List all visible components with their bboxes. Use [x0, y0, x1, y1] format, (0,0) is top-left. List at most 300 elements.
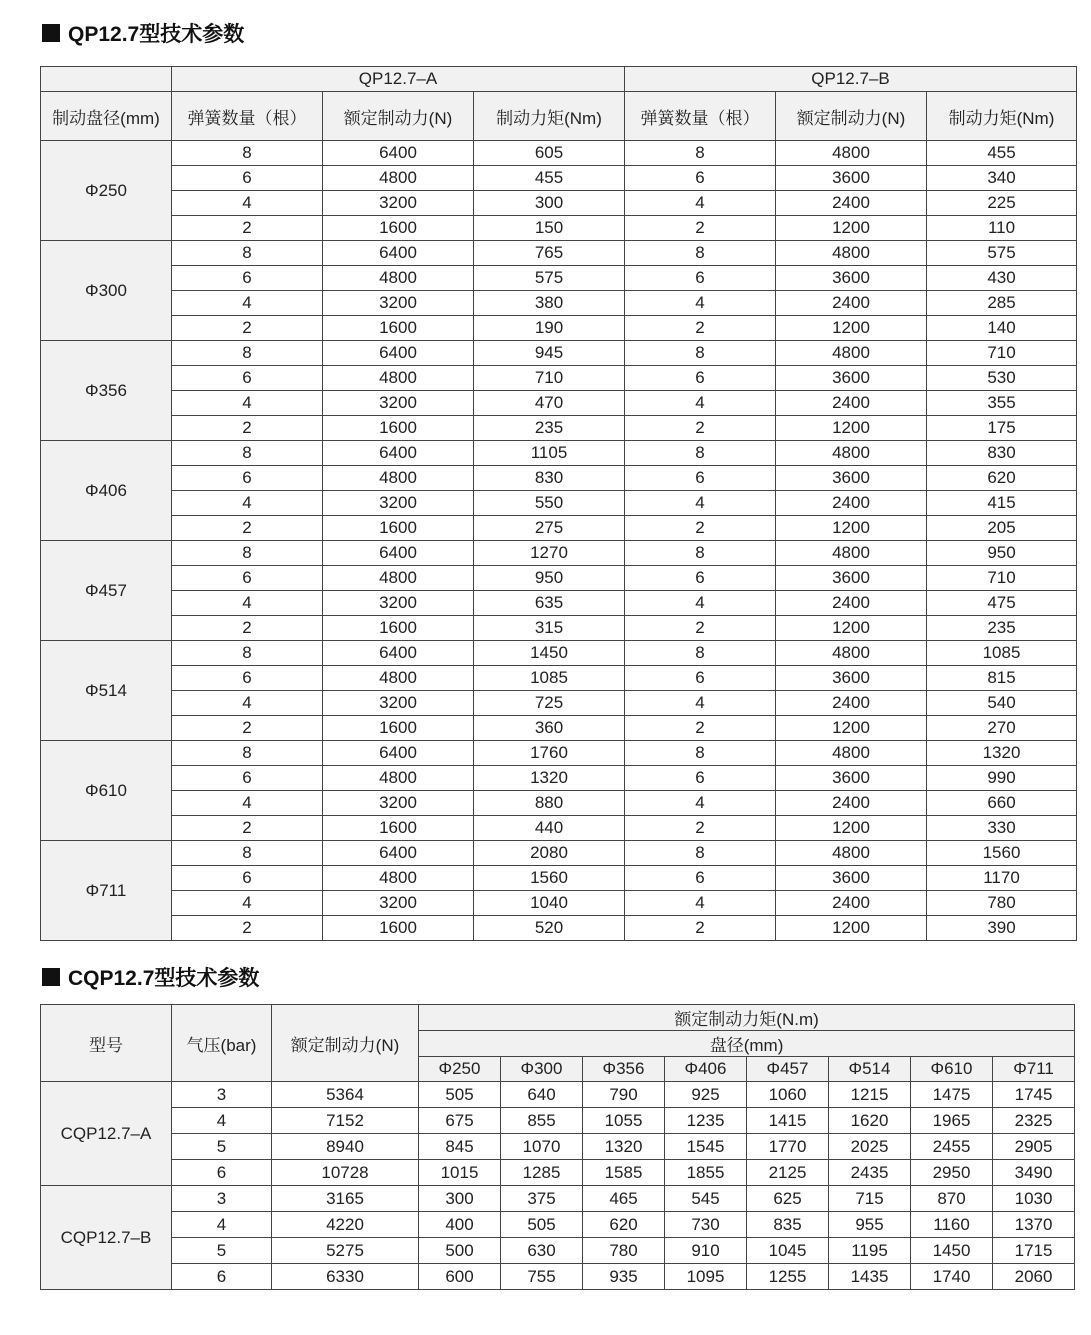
value-cell: 4: [625, 291, 776, 316]
header-disc-diameter: 盘径(mm): [419, 1031, 1075, 1057]
value-cell: 945: [474, 341, 625, 366]
value-cell: 2950: [911, 1160, 993, 1186]
value-cell: 2: [625, 716, 776, 741]
value-cell: 530: [927, 366, 1077, 391]
value-cell: 390: [927, 916, 1077, 941]
value-cell: 540: [927, 691, 1077, 716]
value-cell: 765: [474, 241, 625, 266]
value-cell: 6: [172, 866, 323, 891]
diameter-cell: Φ356: [41, 341, 172, 441]
value-cell: 1600: [323, 716, 474, 741]
value-cell: 815: [927, 666, 1077, 691]
value-cell: 1045: [747, 1238, 829, 1264]
value-cell: 2400: [776, 191, 927, 216]
value-cell: 630: [501, 1238, 583, 1264]
value-cell: 4: [172, 491, 323, 516]
value-cell: 715: [829, 1186, 911, 1212]
table-row: [41, 1264, 1075, 1290]
value-cell: 470: [474, 391, 625, 416]
value-cell: 3165: [272, 1186, 419, 1212]
value-cell: 2: [172, 216, 323, 241]
section-title-text: QP12.7型技术参数: [68, 23, 245, 46]
value-cell: 1770: [747, 1134, 829, 1160]
value-cell: 1085: [474, 666, 625, 691]
table-row: [41, 891, 1077, 916]
value-cell: 640: [501, 1082, 583, 1108]
value-cell: 2: [625, 616, 776, 641]
value-cell: 2905: [993, 1134, 1075, 1160]
value-cell: 1600: [323, 316, 474, 341]
value-cell: 225: [927, 191, 1077, 216]
header-force-a: 额定制动力(N): [323, 92, 474, 141]
value-cell: 3600: [776, 166, 927, 191]
model-cell: CQP12.7–B: [41, 1186, 172, 1290]
value-cell: 1740: [911, 1264, 993, 1290]
section-title-qp127: [42, 18, 244, 48]
value-cell: 1040: [474, 891, 625, 916]
value-cell: 4800: [323, 566, 474, 591]
value-cell: 6400: [323, 841, 474, 866]
value-cell: 2: [625, 516, 776, 541]
header-torque-b: 制动力矩(Nm): [927, 92, 1077, 141]
value-cell: 880: [474, 791, 625, 816]
table-row: [41, 1186, 1075, 1212]
value-cell: 1560: [927, 841, 1077, 866]
value-cell: 4800: [776, 341, 927, 366]
value-cell: 575: [927, 241, 1077, 266]
header-pressure: 气压(bar): [172, 1005, 272, 1082]
value-cell: 755: [501, 1264, 583, 1290]
value-cell: 1195: [829, 1238, 911, 1264]
value-cell: 835: [747, 1212, 829, 1238]
value-cell: 8: [625, 541, 776, 566]
value-cell: 3200: [323, 591, 474, 616]
value-cell: 830: [927, 441, 1077, 466]
value-cell: 355: [927, 391, 1077, 416]
value-cell: 4800: [776, 441, 927, 466]
value-cell: 375: [501, 1186, 583, 1212]
value-cell: 855: [501, 1108, 583, 1134]
value-cell: 1435: [829, 1264, 911, 1290]
header-group-a: QP12.7–A: [172, 67, 625, 92]
value-cell: 505: [501, 1212, 583, 1238]
value-cell: 8: [172, 141, 323, 166]
table-row: [41, 1134, 1075, 1160]
value-cell: 400: [419, 1212, 501, 1238]
value-cell: 955: [829, 1212, 911, 1238]
value-cell: 2060: [993, 1264, 1075, 1290]
value-cell: 8: [625, 841, 776, 866]
value-cell: 2: [172, 316, 323, 341]
table-row: [41, 566, 1077, 591]
value-cell: 6400: [323, 341, 474, 366]
value-cell: 6: [625, 566, 776, 591]
header-diameter-value: Φ457: [747, 1057, 829, 1082]
value-cell: 1255: [747, 1264, 829, 1290]
value-cell: 725: [474, 691, 625, 716]
value-cell: 1585: [583, 1160, 665, 1186]
value-cell: 2400: [776, 891, 927, 916]
value-cell: 1600: [323, 916, 474, 941]
value-cell: 2325: [993, 1108, 1075, 1134]
value-cell: 4800: [323, 366, 474, 391]
value-cell: 2125: [747, 1160, 829, 1186]
value-cell: 330: [927, 816, 1077, 841]
value-cell: 625: [747, 1186, 829, 1212]
value-cell: 3600: [776, 666, 927, 691]
value-cell: 6: [172, 466, 323, 491]
value-cell: 4: [625, 391, 776, 416]
value-cell: 150: [474, 216, 625, 241]
value-cell: 440: [474, 816, 625, 841]
value-cell: 2400: [776, 291, 927, 316]
table-row: [41, 216, 1077, 241]
value-cell: 4: [625, 191, 776, 216]
value-cell: 1200: [776, 816, 927, 841]
value-cell: 3200: [323, 291, 474, 316]
value-cell: 6: [172, 166, 323, 191]
value-cell: 465: [583, 1186, 665, 1212]
value-cell: 950: [474, 566, 625, 591]
square-bullet-icon: [42, 24, 60, 42]
value-cell: 4: [625, 691, 776, 716]
value-cell: 8: [625, 141, 776, 166]
value-cell: 2400: [776, 691, 927, 716]
value-cell: 6: [172, 266, 323, 291]
value-cell: 430: [927, 266, 1077, 291]
value-cell: 550: [474, 491, 625, 516]
header-diameter-value: Φ406: [665, 1057, 747, 1082]
value-cell: 935: [583, 1264, 665, 1290]
table-row: [41, 491, 1077, 516]
value-cell: 4: [172, 391, 323, 416]
value-cell: 4: [172, 591, 323, 616]
value-cell: 235: [927, 616, 1077, 641]
header-diameter-value: Φ250: [419, 1057, 501, 1082]
value-cell: 10728: [272, 1160, 419, 1186]
value-cell: 1715: [993, 1238, 1075, 1264]
value-cell: 4: [172, 1108, 272, 1134]
value-cell: 950: [927, 541, 1077, 566]
value-cell: 4800: [776, 741, 927, 766]
table-row: [41, 466, 1077, 491]
value-cell: 3600: [776, 766, 927, 791]
value-cell: 1200: [776, 316, 927, 341]
table-row: [41, 591, 1077, 616]
table-row: [41, 1212, 1075, 1238]
value-cell: 5: [172, 1238, 272, 1264]
model-cell: CQP12.7–A: [41, 1082, 172, 1186]
diameter-cell: Φ457: [41, 541, 172, 641]
value-cell: 1545: [665, 1134, 747, 1160]
header-empty-cell: [41, 67, 172, 92]
value-cell: 1855: [665, 1160, 747, 1186]
value-cell: 710: [474, 366, 625, 391]
value-cell: 6: [172, 566, 323, 591]
value-cell: 3200: [323, 391, 474, 416]
value-cell: 4800: [323, 266, 474, 291]
value-cell: 475: [927, 591, 1077, 616]
value-cell: 2400: [776, 791, 927, 816]
value-cell: 3: [172, 1082, 272, 1108]
value-cell: 285: [927, 291, 1077, 316]
value-cell: 8: [625, 341, 776, 366]
value-cell: 3: [172, 1186, 272, 1212]
value-cell: 1600: [323, 416, 474, 441]
value-cell: 175: [927, 416, 1077, 441]
value-cell: 1200: [776, 216, 927, 241]
value-cell: 8: [625, 741, 776, 766]
value-cell: 3600: [776, 866, 927, 891]
value-cell: 6: [625, 466, 776, 491]
value-cell: 4800: [776, 141, 927, 166]
value-cell: 4: [172, 891, 323, 916]
table-row: [41, 541, 1077, 566]
table-row: [41, 416, 1077, 441]
diameter-cell: Φ514: [41, 641, 172, 741]
value-cell: 620: [927, 466, 1077, 491]
value-cell: 1745: [993, 1082, 1075, 1108]
value-cell: 2: [172, 616, 323, 641]
diameter-cell: Φ406: [41, 441, 172, 541]
value-cell: 1235: [665, 1108, 747, 1134]
value-cell: 4800: [776, 641, 927, 666]
value-cell: 4220: [272, 1212, 419, 1238]
header-diameter-value: Φ711: [993, 1057, 1075, 1082]
header-diameter: 制动盘径(mm): [41, 92, 172, 141]
value-cell: 520: [474, 916, 625, 941]
value-cell: 6: [172, 1160, 272, 1186]
value-cell: 6330: [272, 1264, 419, 1290]
value-cell: 3200: [323, 691, 474, 716]
value-cell: 4800: [323, 766, 474, 791]
value-cell: 2080: [474, 841, 625, 866]
value-cell: 190: [474, 316, 625, 341]
value-cell: 6: [625, 366, 776, 391]
value-cell: 5364: [272, 1082, 419, 1108]
value-cell: 4: [625, 791, 776, 816]
value-cell: 455: [927, 141, 1077, 166]
value-cell: 500: [419, 1238, 501, 1264]
value-cell: 235: [474, 416, 625, 441]
table-row: [41, 391, 1077, 416]
value-cell: 1760: [474, 741, 625, 766]
table-row: [41, 641, 1077, 666]
value-cell: 2: [172, 516, 323, 541]
qp127-spec-table: [40, 66, 1077, 941]
value-cell: 4: [172, 791, 323, 816]
value-cell: 4: [625, 891, 776, 916]
value-cell: 4: [625, 591, 776, 616]
value-cell: 870: [911, 1186, 993, 1212]
value-cell: 6400: [323, 441, 474, 466]
value-cell: 2455: [911, 1134, 993, 1160]
value-cell: 1200: [776, 716, 927, 741]
value-cell: 780: [583, 1238, 665, 1264]
cqp127-spec-table: [40, 1004, 1075, 1290]
value-cell: 1415: [747, 1108, 829, 1134]
diameter-cell: Φ610: [41, 741, 172, 841]
value-cell: 4800: [323, 166, 474, 191]
value-cell: 360: [474, 716, 625, 741]
value-cell: 2400: [776, 491, 927, 516]
section-title-cqp127: [42, 962, 259, 992]
header-force-b: 额定制动力(N): [776, 92, 927, 141]
table-row: [41, 1238, 1075, 1264]
value-cell: 8: [172, 641, 323, 666]
value-cell: 4: [172, 291, 323, 316]
value-cell: 1060: [747, 1082, 829, 1108]
value-cell: 1320: [583, 1134, 665, 1160]
table-row: [41, 516, 1077, 541]
value-cell: 6: [625, 866, 776, 891]
table-row: [41, 691, 1077, 716]
value-cell: 3600: [776, 466, 927, 491]
value-cell: 1965: [911, 1108, 993, 1134]
value-cell: 2025: [829, 1134, 911, 1160]
table-row: [41, 441, 1077, 466]
value-cell: 8: [625, 441, 776, 466]
value-cell: 2: [625, 216, 776, 241]
value-cell: 275: [474, 516, 625, 541]
value-cell: 710: [927, 566, 1077, 591]
value-cell: 1095: [665, 1264, 747, 1290]
value-cell: 1600: [323, 516, 474, 541]
value-cell: 1450: [474, 641, 625, 666]
value-cell: 6400: [323, 741, 474, 766]
value-cell: 1085: [927, 641, 1077, 666]
value-cell: 4: [172, 691, 323, 716]
value-cell: 1015: [419, 1160, 501, 1186]
value-cell: 1560: [474, 866, 625, 891]
value-cell: 2: [172, 816, 323, 841]
table-row: [41, 266, 1077, 291]
value-cell: 620: [583, 1212, 665, 1238]
table-row: [41, 291, 1077, 316]
value-cell: 1055: [583, 1108, 665, 1134]
table-row: [41, 166, 1077, 191]
value-cell: 8940: [272, 1134, 419, 1160]
value-cell: 675: [419, 1108, 501, 1134]
value-cell: 205: [927, 516, 1077, 541]
value-cell: 1105: [474, 441, 625, 466]
table-row: [41, 766, 1077, 791]
value-cell: 2: [172, 416, 323, 441]
value-cell: 6: [172, 366, 323, 391]
value-cell: 2: [625, 316, 776, 341]
value-cell: 4800: [323, 666, 474, 691]
value-cell: 6: [172, 1264, 272, 1290]
value-cell: 780: [927, 891, 1077, 916]
value-cell: 1600: [323, 616, 474, 641]
value-cell: 2400: [776, 391, 927, 416]
value-cell: 300: [419, 1186, 501, 1212]
value-cell: 505: [419, 1082, 501, 1108]
value-cell: 7152: [272, 1108, 419, 1134]
diameter-cell: Φ711: [41, 841, 172, 941]
value-cell: 6: [172, 766, 323, 791]
table-row: [41, 666, 1077, 691]
table-row: [41, 141, 1077, 166]
value-cell: 8: [172, 441, 323, 466]
value-cell: 635: [474, 591, 625, 616]
value-cell: 4: [625, 491, 776, 516]
value-cell: 8: [625, 641, 776, 666]
section-title-text: CQP12.7型技术参数: [68, 967, 260, 990]
value-cell: 3200: [323, 491, 474, 516]
value-cell: 1200: [776, 416, 927, 441]
table-row: [41, 1082, 1075, 1108]
value-cell: 4800: [776, 241, 927, 266]
header-rated-force: 额定制动力(N): [272, 1005, 419, 1082]
value-cell: 1450: [911, 1238, 993, 1264]
table-row: [41, 866, 1077, 891]
value-cell: 2: [172, 716, 323, 741]
value-cell: 3600: [776, 566, 927, 591]
value-cell: 575: [474, 266, 625, 291]
value-cell: 2: [625, 816, 776, 841]
value-cell: 2435: [829, 1160, 911, 1186]
value-cell: 1600: [323, 216, 474, 241]
value-cell: 830: [474, 466, 625, 491]
value-cell: 6: [625, 266, 776, 291]
value-cell: 5275: [272, 1238, 419, 1264]
value-cell: 4: [172, 1212, 272, 1238]
value-cell: 270: [927, 716, 1077, 741]
value-cell: 8: [172, 241, 323, 266]
value-cell: 6: [172, 666, 323, 691]
table-row: [41, 716, 1077, 741]
value-cell: 990: [927, 766, 1077, 791]
header-torque-a: 制动力矩(Nm): [474, 92, 625, 141]
value-cell: 605: [474, 141, 625, 166]
value-cell: 6: [625, 166, 776, 191]
value-cell: 3200: [323, 191, 474, 216]
value-cell: 8: [172, 341, 323, 366]
value-cell: 1160: [911, 1212, 993, 1238]
value-cell: 300: [474, 191, 625, 216]
header-diameter-value: Φ300: [501, 1057, 583, 1082]
table-row: [41, 791, 1077, 816]
value-cell: 1320: [927, 741, 1077, 766]
value-cell: 1030: [993, 1186, 1075, 1212]
value-cell: 4: [172, 191, 323, 216]
value-cell: 1320: [474, 766, 625, 791]
header-model: 型号: [41, 1005, 172, 1082]
value-cell: 1200: [776, 516, 927, 541]
table-row: [41, 1160, 1075, 1186]
value-cell: 1475: [911, 1082, 993, 1108]
table-row: [41, 366, 1077, 391]
value-cell: 4800: [776, 841, 927, 866]
square-bullet-icon: [42, 968, 60, 986]
value-cell: 4800: [776, 541, 927, 566]
value-cell: 6: [625, 666, 776, 691]
header-group-b: QP12.7–B: [625, 67, 1077, 92]
value-cell: 6400: [323, 641, 474, 666]
value-cell: 3200: [323, 891, 474, 916]
value-cell: 1370: [993, 1212, 1075, 1238]
value-cell: 4800: [323, 466, 474, 491]
table-row: [41, 616, 1077, 641]
value-cell: 790: [583, 1082, 665, 1108]
value-cell: 6400: [323, 541, 474, 566]
value-cell: 1200: [776, 616, 927, 641]
value-cell: 8: [172, 541, 323, 566]
value-cell: 2400: [776, 591, 927, 616]
value-cell: 1285: [501, 1160, 583, 1186]
value-cell: 710: [927, 341, 1077, 366]
